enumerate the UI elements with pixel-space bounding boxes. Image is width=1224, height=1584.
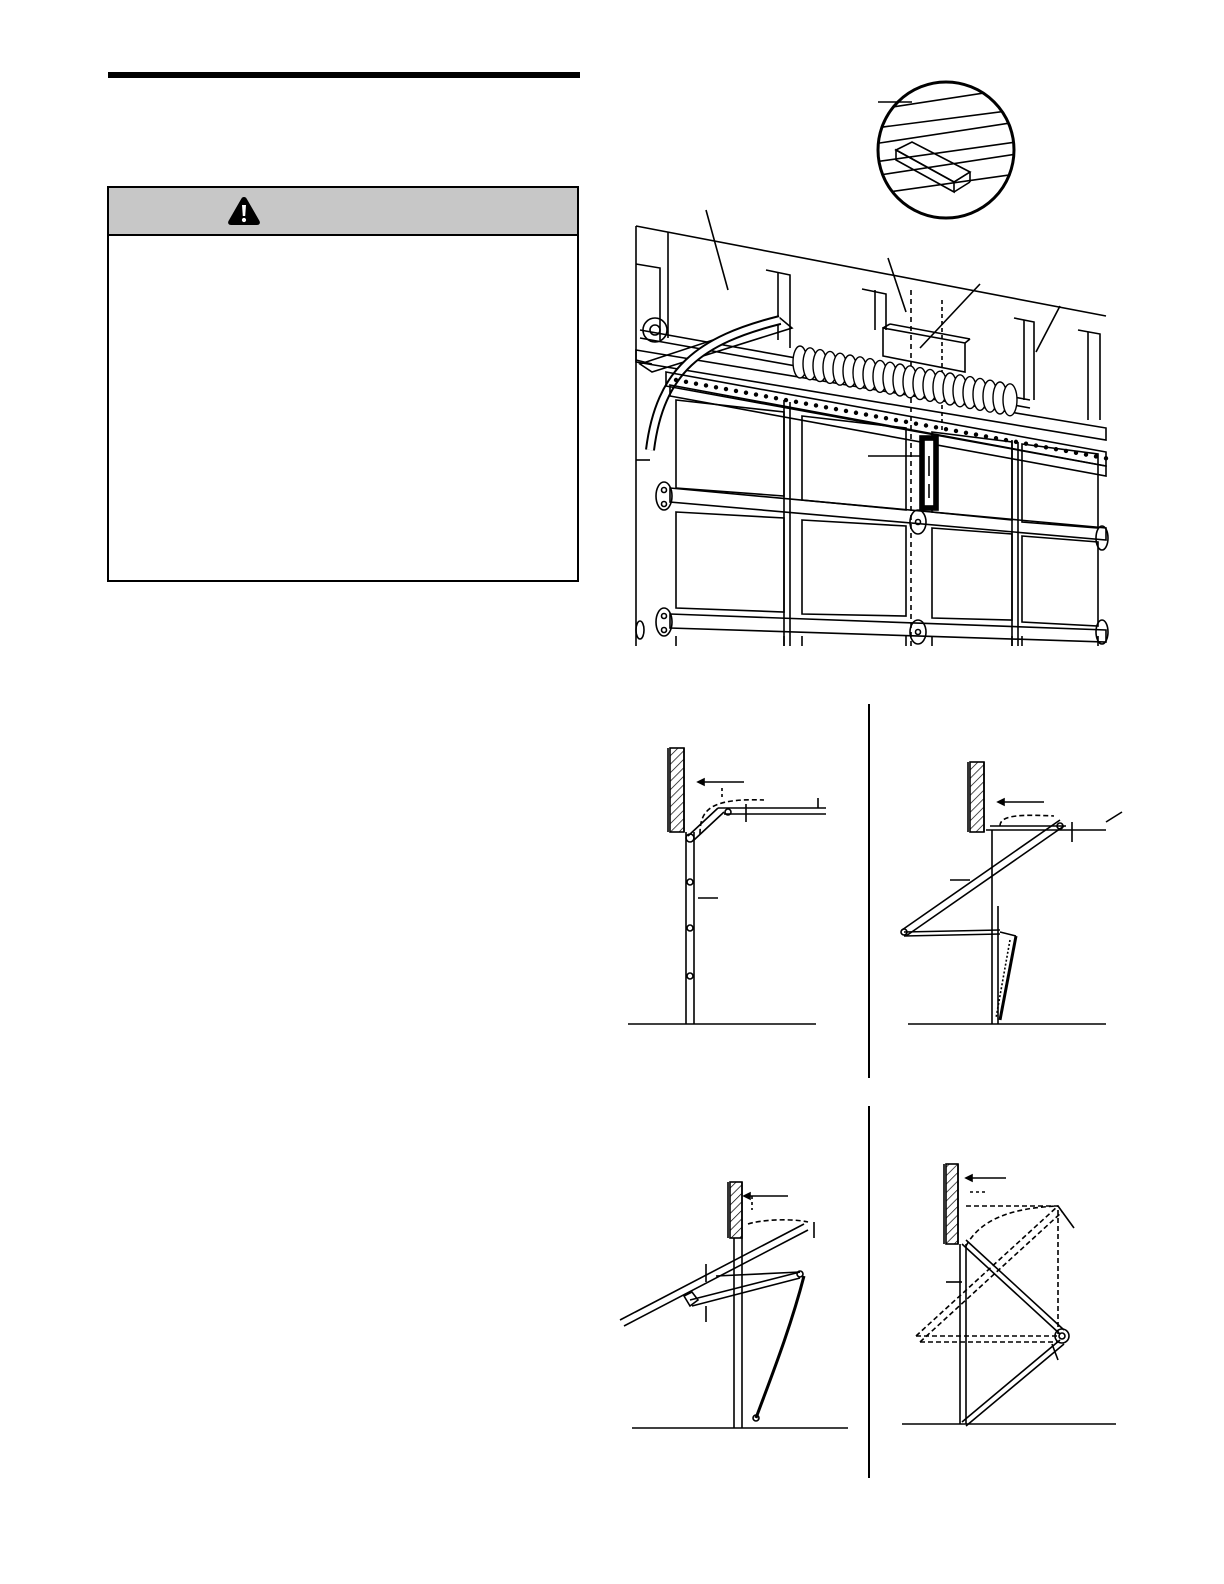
one-piece-door-pivot-profile bbox=[902, 1164, 1116, 1426]
one-piece-door-jamb-hardware-profile bbox=[620, 1182, 848, 1428]
one-piece-door-track-profile bbox=[901, 762, 1122, 1024]
sectional-door-profile bbox=[628, 748, 826, 1024]
